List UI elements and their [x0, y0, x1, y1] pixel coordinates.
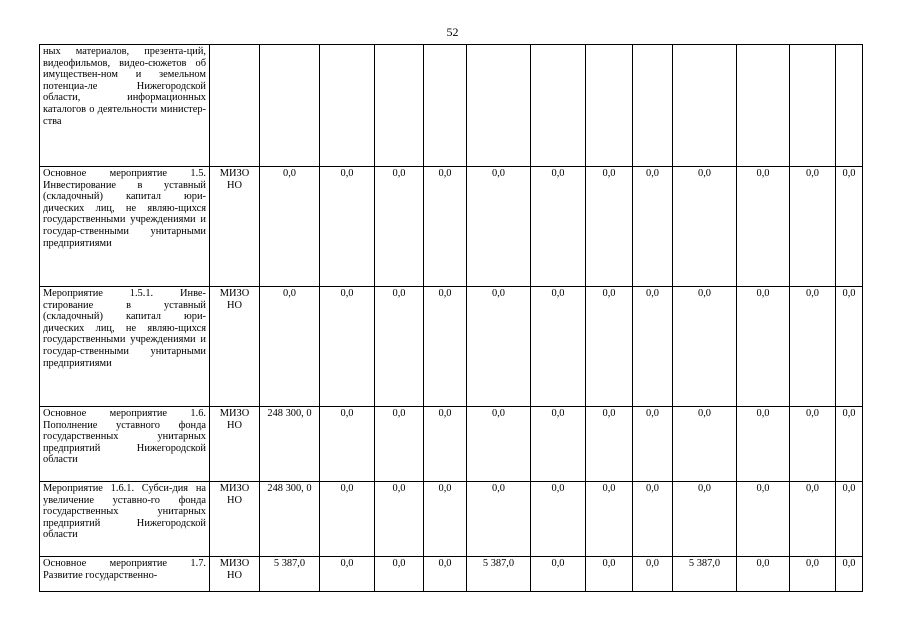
funding-value-cell: 0,0: [586, 482, 633, 557]
measure-description: Мероприятие 1.5.1. Инве-стирование в уставный (складочный) капитал юри-дических лиц, не являю-щихся государственными учреждениями и государ-ственными унитарными предприятиями: [40, 287, 210, 407]
responsible-org: МИЗО НО: [210, 287, 260, 407]
funding-value-cell: 0,0: [531, 557, 586, 592]
funding-value-cell: 0,0: [586, 407, 633, 482]
budget-table: [39, 44, 863, 592]
measure-description: Мероприятие 1.6.1. Субси-дия на увеличение уставно-го фонда государственных унитарных предприятий Нижегородской области: [40, 482, 210, 557]
funding-value-cell: 0,0: [790, 167, 836, 287]
funding-value-cell: 0,0: [375, 287, 424, 407]
funding-value-cell: 0,0: [424, 482, 467, 557]
measure-description: ных материалов, презента-ций, видеофильмов, видео-сюжетов об имуществен-ном и земельном потенциа-ле Нижегородской области, информационных каталогов о деятельности министер-ства: [40, 45, 210, 167]
funding-value-cell: 0,0: [531, 407, 586, 482]
funding-value-cell: 0,0: [320, 167, 375, 287]
funding-value-cell: 248 300, 0: [260, 482, 320, 557]
funding-value-cell: 0,0: [320, 407, 375, 482]
funding-value-cell: 0,0: [836, 407, 863, 482]
funding-value-cell: 0,0: [375, 167, 424, 287]
funding-value-cell: 0,0: [836, 287, 863, 407]
measure-description: Основное мероприятие 1.6. Пополнение уставного фонда государственных унитарных предприятий Нижегородской области: [40, 407, 210, 482]
funding-value-cell: 0,0: [586, 557, 633, 592]
table-row: [40, 407, 863, 482]
funding-value-cell: [633, 45, 673, 167]
funding-value-cell: 0,0: [467, 407, 531, 482]
funding-value-cell: [531, 45, 586, 167]
funding-value-cell: 0,0: [790, 407, 836, 482]
funding-value-cell: 0,0: [737, 482, 790, 557]
funding-value-cell: 0,0: [375, 482, 424, 557]
funding-value-cell: 0,0: [836, 482, 863, 557]
funding-value-cell: 0,0: [424, 167, 467, 287]
funding-value-cell: 0,0: [737, 557, 790, 592]
responsible-org: [210, 45, 260, 167]
funding-value-cell: [586, 45, 633, 167]
funding-value-cell: 248 300, 0: [260, 407, 320, 482]
funding-value-cell: [424, 45, 467, 167]
funding-value-cell: 0,0: [531, 167, 586, 287]
funding-value-cell: 0,0: [673, 482, 737, 557]
funding-value-cell: 0,0: [633, 482, 673, 557]
funding-value-cell: 0,0: [260, 287, 320, 407]
funding-value-cell: 0,0: [260, 167, 320, 287]
funding-value-cell: 0,0: [790, 557, 836, 592]
funding-value-cell: [836, 45, 863, 167]
funding-value-cell: 0,0: [673, 407, 737, 482]
funding-value-cell: 0,0: [737, 167, 790, 287]
funding-value-cell: 0,0: [633, 557, 673, 592]
funding-value-cell: 0,0: [737, 407, 790, 482]
funding-value-cell: 0,0: [467, 482, 531, 557]
funding-value-cell: 5 387,0: [673, 557, 737, 592]
funding-value-cell: 0,0: [836, 167, 863, 287]
funding-value-cell: 0,0: [790, 482, 836, 557]
table-row: [40, 45, 863, 167]
responsible-org: МИЗО НО: [210, 557, 260, 592]
funding-value-cell: 0,0: [375, 407, 424, 482]
measure-description: Основное мероприятие 1.5. Инвестирование в уставный (складочный) капитал юри-дических лиц, не являю-щихся государственными учреждениями и государ-ственными унитарными предприятиями: [40, 167, 210, 287]
funding-value-cell: 0,0: [375, 557, 424, 592]
funding-value-cell: 0,0: [531, 287, 586, 407]
funding-value-cell: 0,0: [467, 167, 531, 287]
table-row: [40, 287, 863, 407]
funding-value-cell: 0,0: [586, 287, 633, 407]
funding-value-cell: 0,0: [633, 407, 673, 482]
funding-value-cell: [790, 45, 836, 167]
table-row: [40, 482, 863, 557]
funding-value-cell: 0,0: [673, 287, 737, 407]
funding-value-cell: [467, 45, 531, 167]
funding-value-cell: [260, 45, 320, 167]
page-number: 52: [446, 25, 459, 39]
funding-value-cell: 0,0: [320, 287, 375, 407]
funding-value-cell: [673, 45, 737, 167]
funding-value-cell: [320, 45, 375, 167]
funding-value-cell: 0,0: [673, 167, 737, 287]
funding-value-cell: 0,0: [424, 557, 467, 592]
table-row: [40, 167, 863, 287]
funding-value-cell: 5 387,0: [260, 557, 320, 592]
funding-value-cell: 0,0: [633, 167, 673, 287]
funding-value-cell: 0,0: [737, 287, 790, 407]
funding-value-cell: 0,0: [586, 167, 633, 287]
funding-value-cell: 0,0: [836, 557, 863, 592]
funding-value-cell: 0,0: [531, 482, 586, 557]
responsible-org: МИЗО НО: [210, 407, 260, 482]
funding-value-cell: 0,0: [790, 287, 836, 407]
funding-value-cell: [375, 45, 424, 167]
measure-description: Основное мероприятие 1.7. Развитие государственно-: [40, 557, 210, 592]
funding-value-cell: 0,0: [320, 557, 375, 592]
funding-value-cell: 0,0: [467, 287, 531, 407]
funding-value-cell: 0,0: [424, 407, 467, 482]
responsible-org: МИЗО НО: [210, 482, 260, 557]
responsible-org: МИЗО НО: [210, 167, 260, 287]
funding-value-cell: 0,0: [320, 482, 375, 557]
funding-value-cell: 5 387,0: [467, 557, 531, 592]
funding-value-cell: 0,0: [424, 287, 467, 407]
table-row: [40, 557, 863, 592]
funding-value-cell: 0,0: [633, 287, 673, 407]
funding-value-cell: [737, 45, 790, 167]
